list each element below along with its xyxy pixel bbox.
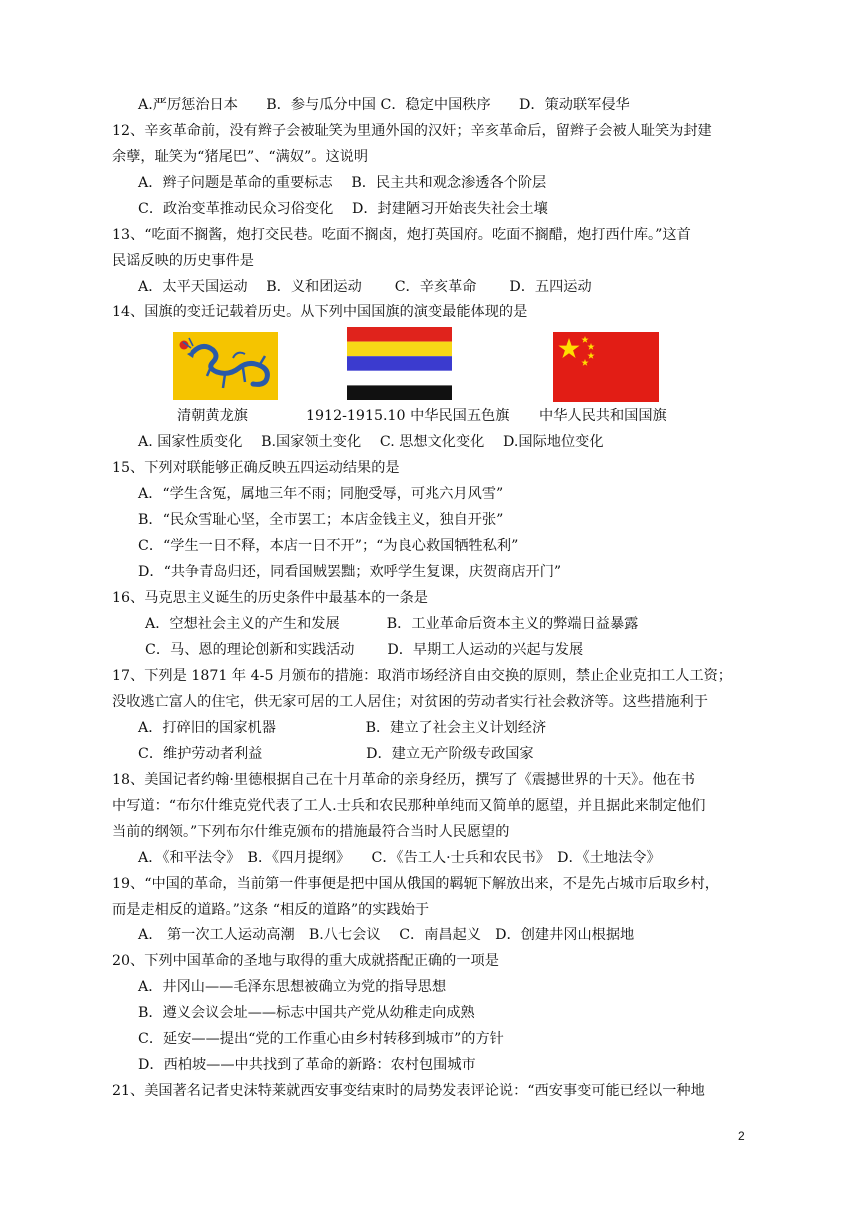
page-number: 2 (738, 1129, 745, 1143)
qing-flag-caption: 清朝黄龙旗 (177, 408, 248, 424)
q17-options-cd: C．维护劳动者利益 D．建立无产阶级专政国家 (138, 746, 534, 762)
q14-options: A. 国家性质变化 B.国家领土变化 C. 思想文化变化 D.国际地位变化 (138, 434, 604, 450)
q17-stem-1: 17、下列是 1871 年 4-5 月颁布的措施：取消市场经济自由交换的原则，禁止企业克扣工人工资； (112, 668, 732, 684)
roc-stripe-black (347, 385, 452, 400)
q21-stem: 21、美国著名记者史沫特莱就西安事变结束时的局势发表评论说：“西安事变可能已经以一种地 (112, 1083, 705, 1099)
q18-stem-3: 当前的纲领。”下列布尔什维克颁布的措施最符合当时人民愿望的 (112, 824, 510, 840)
roc-stripe-white (347, 371, 452, 386)
roc-flag-caption: 1912-1915.10 中华民国五色旗 (306, 408, 510, 424)
q19-stem-2: 而是走相反的道路。”这条 “相反的道路”的实践始于 (112, 902, 430, 918)
q18-stem-1: 18、美国记者约翰·里德根据自己在十月革命的亲身经历，撰写了《震撼世界的十天》。他在书 (112, 772, 695, 788)
q12-options-cd: C．政治变革推动民众习俗变化 D．封建陋习开始丧失社会土壤 (138, 201, 548, 217)
q12-options-ab: A．辫子问题是革命的重要标志 B．民主共和观念渗透各个阶层 (138, 175, 547, 191)
q15-stem: 15、下列对联能够正确反映五四运动结果的是 (112, 460, 400, 476)
q13-stem-1: 13、“吃面不搁酱，炮打交民巷。吃面不搁卤，炮打英国府。吃面不搁醋，炮打西什库。”这首 (112, 227, 691, 243)
q15-option-d: D．“共争青岛归还，同看国贼罢黜；欢呼学生复课，庆贺商店开门” (138, 564, 562, 580)
q20-option-b: B．遵义会议会址——标志中国共产党从幼稚走向成熟 (138, 1005, 475, 1021)
q17-options-ab: A．打碎旧的国家机器 B．建立了社会主义计划经济 (138, 720, 547, 736)
prc-flag-caption: 中华人民共和国国旗 (539, 408, 667, 424)
q11-options: A.严厉惩治日本 B．参与瓜分中国 C．稳定中国秩序 D．策动联军侵华 (138, 97, 630, 113)
qing-dragon-flag (173, 332, 278, 400)
q20-option-c: C．延安——提出“党的工作重心由乡村转移到城市”的方针 (138, 1031, 504, 1047)
q18-options: A．《和平法令》 B．《四月提纲》 C．《告工人·士兵和农民书》 D．《土地法令》 (138, 850, 661, 866)
q15-option-c: C．“学生一日不释，本店一日不开”；“为良心救国牺牲私利” (138, 538, 519, 554)
q12-stem-2: 余孽，耻笑为“猪尾巴”、“满奴”。这说明 (112, 149, 369, 165)
q13-options: A．太平天国运动 B．义和团运动 C．辛亥革命 D．五四运动 (138, 279, 592, 295)
q20-stem: 20、下列中国革命的圣地与取得的重大成就搭配正确的一项是 (112, 953, 499, 969)
q19-stem-1: 19、“中国的革命，当前第一件事便是把中国从俄国的羁轭下解放出来，不是先占城市后取乡村， (112, 876, 719, 892)
prc-flag (553, 332, 659, 402)
q16-stem: 16、马克思主义诞生的历史条件中最基本的一条是 (112, 590, 428, 606)
q15-option-a: A．“学生含冤，属地三年不雨；同胞受辱，可兆六月风雪” (138, 486, 504, 502)
roc-stripe-blue (347, 356, 452, 371)
q17-stem-2: 没收逃亡富人的住宅，供无家可居的工人居住；对贫困的劳动者实行社会救济等。这些措施利于 (112, 694, 708, 710)
q18-stem-2: 中写道：“布尔什维克党代表了工人.士兵和农民那种单纯而又简单的愿望，并且据此来制定他们 (112, 798, 706, 814)
q20-option-a: A．井冈山——毛泽东思想被确立为党的指导思想 (138, 979, 447, 995)
roc-five-color-flag (347, 327, 452, 400)
roc-stripe-red (347, 327, 452, 342)
q16-options-cd: C．马、恩的理论创新和实践活动 D．早期工人运动的兴起与发展 (145, 642, 584, 658)
q14-stem: 14、国旗的变迁记载着历史。从下列中国国旗的演变最能体现的是 (112, 304, 528, 320)
q15-option-b: B．“民众雪耻心坚，全市罢工；本店金钱主义，独自开张” (138, 512, 504, 528)
q19-options: A. 第一次工人运动高潮 B.八七会议 C．南昌起义 D．创建井冈山根据地 (138, 927, 635, 943)
q16-options-ab: A．空想社会主义的产生和发展 B．工业革命后资本主义的弊端日益暴露 (145, 616, 639, 632)
q12-stem-1: 12、辛亥革命前，没有辫子会被耻笑为里通外国的汉奸；辛亥革命后，留辫子会被人耻笑为封建 (112, 123, 712, 139)
q20-option-d: D．西柏坡——中共找到了革命的新路：农村包围城市 (138, 1057, 476, 1073)
roc-stripe-yellow (347, 342, 452, 357)
q13-stem-2: 民谣反映的历史事件是 (112, 253, 254, 269)
